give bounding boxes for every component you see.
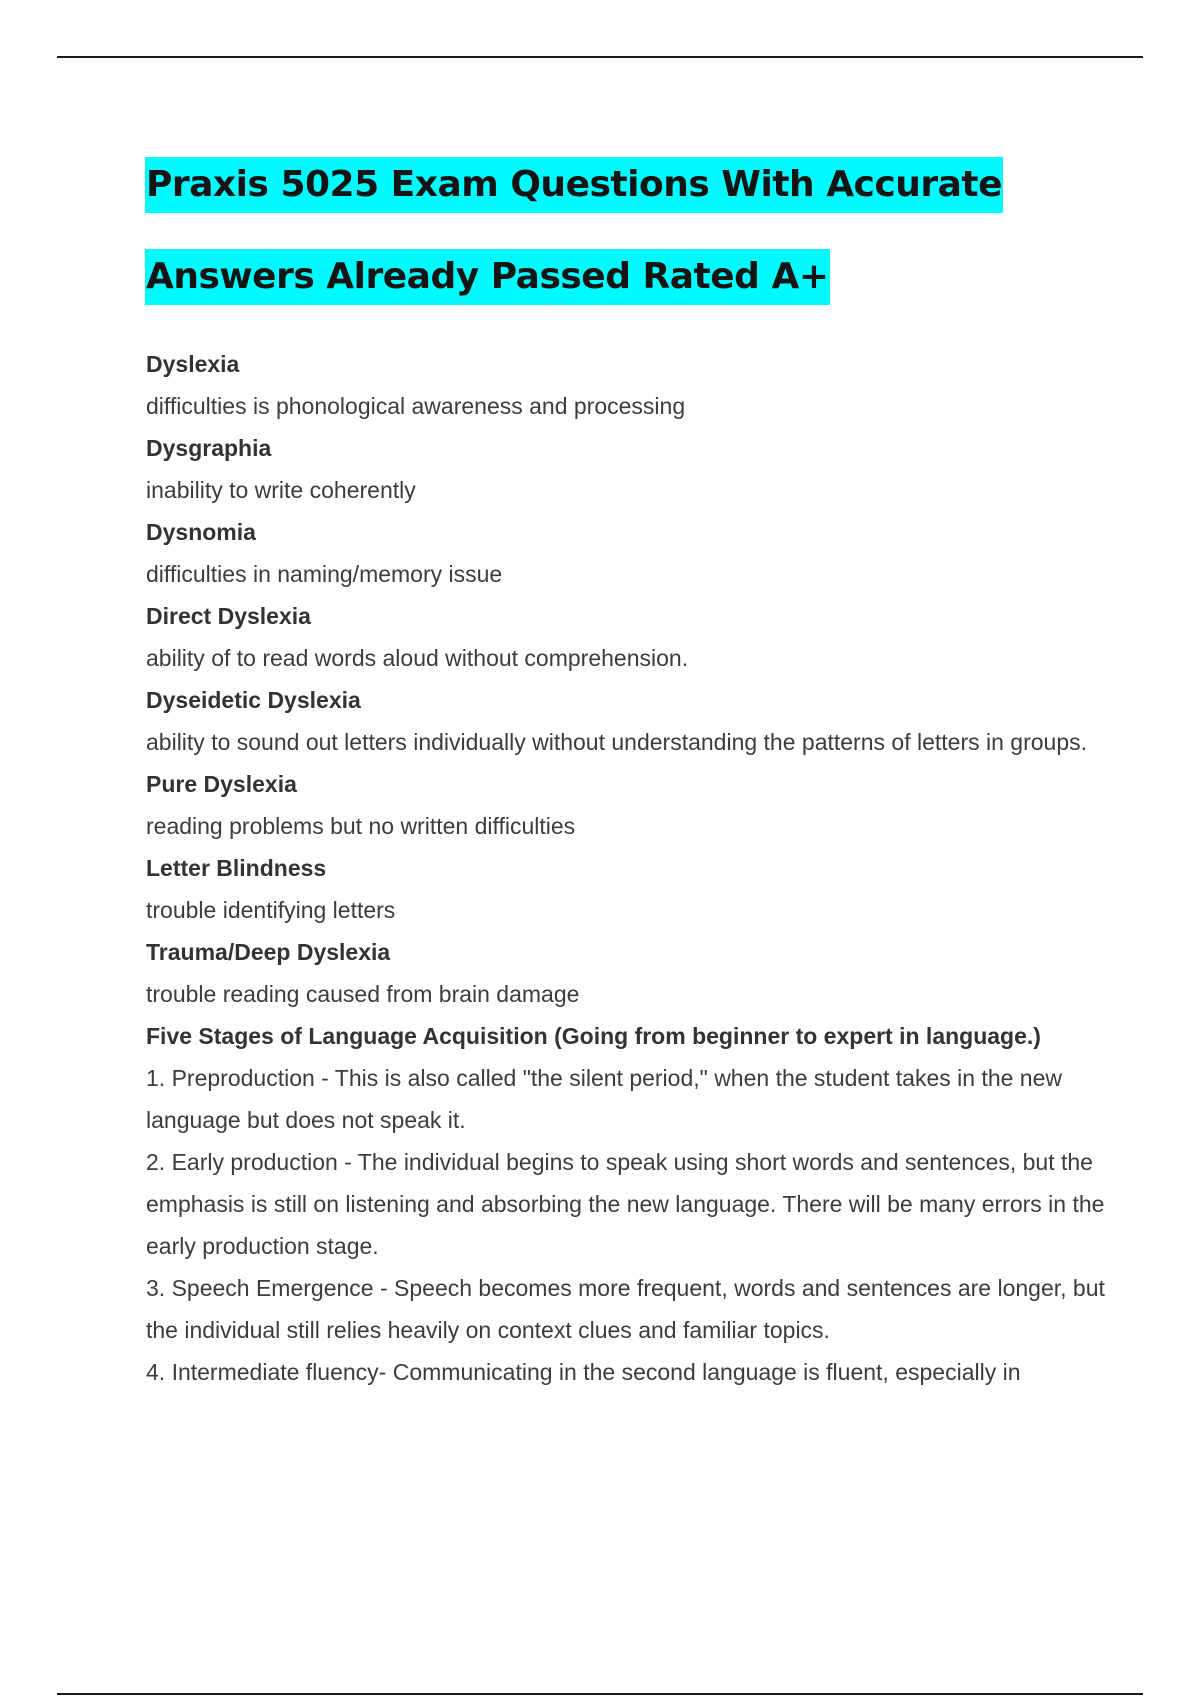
term-pure-dyslexia: Pure Dyslexia [146, 771, 297, 797]
definition-dysnomia: difficulties in naming/memory issue [146, 561, 503, 587]
definition-dysgraphia: inability to write coherently [146, 477, 416, 503]
term-dyseidetic-dyslexia: Dyseidetic Dyslexia [146, 687, 361, 713]
term-dysnomia: Dysnomia [146, 519, 256, 545]
stage-item: 1. Preproduction - This is also called "the silent period," when the student takes in the new language but does not speak it. [146, 1065, 1062, 1133]
stage-item: 3. Speech Emergence - Speech becomes more frequent, words and sentences are longer, but the individual still relies heavily on context clues and familiar topics. [146, 1275, 1105, 1343]
document-title [145, 145, 1105, 329]
definition-dyseidetic-dyslexia: ability to sound out letters individually without understanding the patterns of letters in groups. [146, 729, 1088, 755]
term-dysgraphia: Dysgraphia [146, 435, 272, 461]
definition-direct-dyslexia: ability of to read words aloud without comprehension. [146, 645, 689, 671]
stages-heading: Five Stages of Language Acquisition (Going from beginner to expert in language.) [146, 1023, 1041, 1049]
definition-letter-blindness: trouble identifying letters [146, 897, 396, 923]
definition-dyslexia: difficulties is phonological awareness and processing [146, 393, 686, 419]
bottom-rule [57, 1693, 1143, 1695]
term-direct-dyslexia: Direct Dyslexia [146, 603, 311, 629]
definition-pure-dyslexia: reading problems but no written difficulties [146, 813, 576, 839]
definition-trauma-deep-dyslexia: trouble reading caused from brain damage [146, 981, 580, 1007]
term-letter-blindness: Letter Blindness [146, 855, 327, 881]
term-dyslexia: Dyslexia [146, 351, 240, 377]
document-body [146, 343, 1106, 1393]
stage-item: 4. Intermediate fluency- Communicating in the second language is fluent, especially in [146, 1359, 1021, 1385]
stage-item: 2. Early production - The individual begins to speak using short words and sentences, but the emphasis is still on listening and absorbing the new language. There will be many errors in the early production stage. [146, 1149, 1105, 1259]
top-rule [57, 56, 1143, 58]
title-line-2: Answers Already Passed Rated A+ [145, 249, 830, 305]
title-line-1: Praxis 5025 Exam Questions With Accurate [145, 157, 1003, 213]
term-trauma-deep-dyslexia: Trauma/Deep Dyslexia [146, 939, 391, 965]
